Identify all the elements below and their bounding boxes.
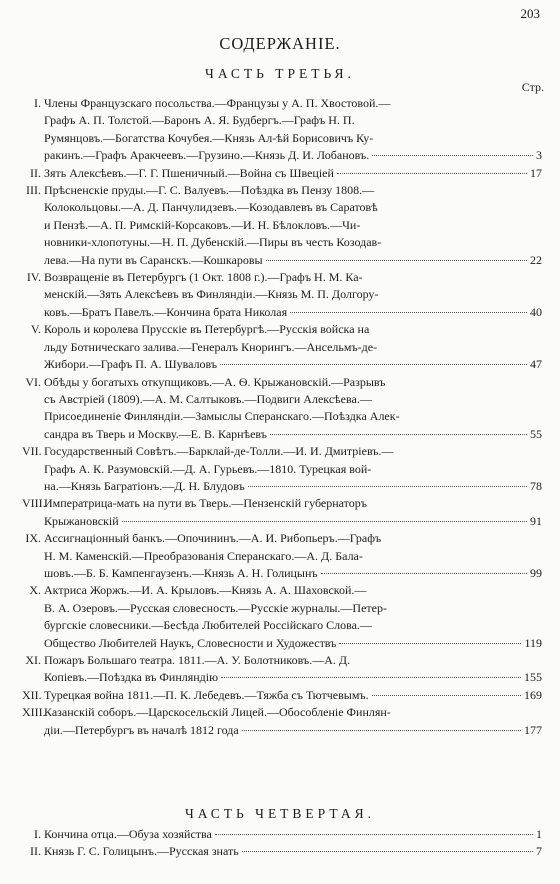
toc-entry-line: Обѣды у богатыхъ откупщиковъ.—А. Ѳ. Крыжановскiй.—Разрывъ xyxy=(44,374,386,389)
dot-leader xyxy=(266,260,527,261)
dot-leader xyxy=(339,643,521,644)
toc-entry-text xyxy=(44,843,542,860)
toc-entry-number: VIII. xyxy=(22,496,46,511)
toc-entry xyxy=(22,687,542,704)
toc-entry-line-text: на.—Князь Багратiонъ.—Д. Н. Блудовъ xyxy=(44,478,245,493)
toc-entry-line: бургскiе словесники.—Бесѣда Любителей Россiйскаго Слова.— xyxy=(44,618,372,633)
toc-entry xyxy=(22,843,542,860)
toc-entry-number: I. xyxy=(34,96,41,110)
toc-entry-line xyxy=(44,165,542,182)
toc-entry-line: Румянцовъ.—Богатства Кочубея.—Князь Ал-ѣй Борисовичъ Ку- xyxy=(44,130,374,145)
toc-entry xyxy=(22,704,542,739)
toc-entry-line-text: сандра въ Тверь и Москву.—Е. В. Карнѣевъ xyxy=(44,426,267,441)
toc-page-number: 47 xyxy=(530,357,542,372)
toc-page-number: 91 xyxy=(530,513,542,528)
toc-entry-line-text: лева.—На пути въ Саранскъ.—Кошкаровы xyxy=(44,252,263,267)
dot-leader xyxy=(248,486,527,487)
toc-entry-number: II. xyxy=(30,165,41,180)
toc-entry-line-text: Жибори.—Графъ П. А. Шуваловъ xyxy=(44,357,218,372)
toc-entry xyxy=(22,652,542,687)
toc-entry-line xyxy=(44,843,542,860)
dot-leader xyxy=(242,851,533,852)
toc-page-number: 55 xyxy=(530,426,542,441)
toc-entry-line-text: Турецкая война 1811.—П. К. Лебедевъ.—Тяжба съ Тютчевымъ. xyxy=(44,687,369,702)
toc-entry xyxy=(22,582,542,652)
toc-entry-number: IX. xyxy=(25,531,41,546)
toc-entry-line xyxy=(44,826,542,843)
toc-entry-line-text: Князь Г. С. Голицынъ.—Русская знать xyxy=(44,844,239,859)
toc-entry-number: X. xyxy=(29,583,41,598)
toc-entry-line: Присоединенiе Финляндiи.—Замыслы Сперанскаго.—Поѣздка Алек- xyxy=(44,409,400,424)
toc-entry-number: XIII. xyxy=(22,705,46,720)
toc-entry xyxy=(22,826,542,843)
toc-entry-text xyxy=(44,165,542,182)
page-column-label: Стр. xyxy=(521,80,544,94)
toc-entry-line: Ассигнацiонный банкъ.—Опочининъ.—А. И. Рибопьеръ.—Графъ xyxy=(44,531,382,546)
toc-entry-line: Возвращенiе въ Петербургъ (1 Окт. 1808 г.).—Графъ Н. М. Ка- xyxy=(44,270,363,285)
toc-entry-line xyxy=(44,147,542,164)
toc-entry-number: V. xyxy=(30,322,41,337)
toc-entry-line: В. А. Озеровъ.—Русская словесность.—Русскiе журналы.—Петер- xyxy=(44,600,387,615)
toc-page-number: 119 xyxy=(524,635,542,650)
toc-entry-line: и Пензѣ.—А. П. Римскiй-Корсаковъ.—И. Н. Бѣлокловъ.—Чи- xyxy=(44,217,361,232)
toc-page-number: 78 xyxy=(530,478,542,493)
dot-leader xyxy=(372,695,521,696)
toc-entry-text xyxy=(44,495,542,530)
toc-entry-line xyxy=(44,565,542,582)
toc-entry-number: III. xyxy=(26,183,41,198)
dot-leader xyxy=(372,155,533,156)
toc-entry-line xyxy=(44,304,542,321)
toc-entry xyxy=(22,443,542,495)
toc-entry-line xyxy=(44,722,542,739)
toc-page-number: 169 xyxy=(524,687,542,702)
toc-entry-line-text: дiи.—Петербургъ въ началѣ 1812 года xyxy=(44,722,239,737)
toc-entry-line xyxy=(44,478,542,495)
toc-entry-line-text: Зять Алексѣевъ.—Г. Г. Пшеничный.—Война съ Швецiей xyxy=(44,165,334,180)
page-number: 203 xyxy=(520,6,540,21)
toc-entry xyxy=(22,269,542,321)
toc-entry-line: Члены Французскаго посольства.—Французы у А. П. Хвостовой.— xyxy=(44,96,391,110)
toc-entry-line: новники-хлопотуны.—Н. П. Дубенскiй.—Пиры въ честь Козодав- xyxy=(44,235,382,250)
toc-entry-line xyxy=(44,669,542,686)
page-title: СОДЕРЖАНIЕ. xyxy=(219,34,341,53)
dot-leader xyxy=(221,677,521,678)
toc-entry xyxy=(22,374,542,444)
toc-page-number: 17 xyxy=(530,165,542,180)
toc-entry-line: съ Австрiей (1809).—А. М. Салтыковъ.—Подвиги Алексѣева.— xyxy=(44,391,372,406)
toc-entry-line: Казанскiй соборъ.—Царскосельскiй Лицей.—Обособленiе Финлян- xyxy=(44,705,391,720)
toc-entry-text xyxy=(44,269,542,321)
toc-page-number: 40 xyxy=(530,304,542,319)
toc-page-number: 22 xyxy=(530,252,542,267)
toc-entry-number: VII. xyxy=(22,444,42,459)
toc-entry xyxy=(22,165,542,182)
toc-entry-line xyxy=(44,252,542,269)
toc-entry-line: Государственный Совѣтъ.—Барклай-де-Толли.—И. И. Дмитрiевъ.— xyxy=(44,444,394,459)
part-three-heading: ЧАСТЬ ТРЕТЬЯ. xyxy=(205,66,355,81)
toc-page-number: 3 xyxy=(536,148,542,163)
dot-leader xyxy=(215,834,533,835)
toc-entry-line xyxy=(44,356,542,373)
part-four-heading: ЧАСТЬ ЧЕТВЕРТАЯ. xyxy=(184,806,376,821)
toc-entry-line-text: ракинъ.—Графъ Аракчеевъ.—Грузино.—Князь Д. И. Лобановъ. xyxy=(44,148,370,163)
toc-entry-number: XI. xyxy=(25,653,41,667)
dot-leader xyxy=(270,434,527,435)
toc-page-number: 1 xyxy=(536,827,542,841)
toc-entry-line: Колокольцовы.—А. Д. Панчулидзевъ.—Козодавлевъ въ Саратовѣ xyxy=(44,200,378,215)
toc-entry-line xyxy=(44,513,542,530)
toc-entry-line-text: Кончина отца.—Обуза хозяйства xyxy=(44,827,212,841)
toc-entry-number: VI. xyxy=(25,374,41,389)
toc-entry-number: I. xyxy=(34,827,41,841)
toc-entry-text xyxy=(44,687,542,704)
toc-entry-line: менскiй.—Зять Алексѣевъ въ Финляндiи.—Князь М. П. Долгору- xyxy=(44,287,379,302)
toc-entry-line: Н. М. Каменскiй.—Преобразованiя Сперанскаго.—А. Д. Бала- xyxy=(44,548,363,563)
toc-entry-line: Пожаръ Большаго театра. 1811.—А. У. Болотниковъ.—А. Д. xyxy=(44,653,351,667)
toc-entry-line xyxy=(44,635,542,652)
toc-entry xyxy=(22,95,542,165)
dot-leader xyxy=(321,573,527,574)
toc-entry-number: IV. xyxy=(26,270,41,285)
toc-page-number: 177 xyxy=(524,722,542,737)
toc-entry-line: Императрица-мать на пути въ Тверь.—Пензенскiй губернаторъ xyxy=(44,496,367,511)
toc-entry-number: XII. xyxy=(22,687,42,702)
dot-leader xyxy=(242,730,521,731)
toc-entry-line-text: Копiевъ.—Поѣздка въ Финляндiю xyxy=(44,670,219,685)
toc-part-four xyxy=(22,826,542,861)
toc-entry-text xyxy=(44,530,542,582)
toc-entry-text xyxy=(44,443,542,495)
toc-entry-text xyxy=(44,374,542,444)
toc-entry-text xyxy=(44,95,542,165)
toc-page-number: 99 xyxy=(530,565,542,580)
toc-entry-line: Прѣсненскiе пруды.—Г. С. Валуевъ.—Поѣздка въ Пензу 1808.— xyxy=(44,183,375,198)
dot-leader xyxy=(337,173,527,174)
toc-page-number: 7 xyxy=(536,844,542,859)
toc-entry-text xyxy=(44,582,542,652)
toc-entry xyxy=(22,182,542,269)
toc-entry-line-text: ковъ.—Братъ Павелъ.—Кончина брата Николая xyxy=(44,304,288,319)
toc-entry-line: льду Ботническаго залива.—Генералъ Кнорингъ.—Ансельмъ-де- xyxy=(44,339,378,354)
toc-entry-text xyxy=(44,704,542,739)
toc-entry-line: Графъ А. П. Толстой.—Баронъ А. Я. Будбергъ.—Графъ Н. П. xyxy=(44,113,355,128)
toc-entry-line xyxy=(44,426,542,443)
toc-entry-line: Актриса Жоржъ.—И. А. Крыловъ.—Князь А. А. Шаховской.— xyxy=(44,583,367,598)
toc-entry-line-text: шовъ.—Б. Б. Кампенгаузенъ.—Князь А. Н. Голицынъ xyxy=(44,565,318,580)
toc-entry xyxy=(22,495,542,530)
toc-entry-line: Король и королева Прусскiе въ Петербургѣ.—Русскiя войска на xyxy=(44,322,370,337)
toc-entry-line: Графъ А. К. Разумовскiй.—Д. А. Гурьевъ.—1810. Турецкая вой- xyxy=(44,461,372,476)
toc-entry xyxy=(22,530,542,582)
toc-entry-number: II. xyxy=(30,844,41,859)
toc-part-three xyxy=(22,95,542,739)
dot-leader xyxy=(220,364,527,365)
toc-entry-text xyxy=(44,321,542,373)
toc-entry-text xyxy=(44,826,542,843)
toc-entry-line xyxy=(44,687,542,704)
toc-entry-line-text: Общество Любителей Наукъ, Словесности и Художествъ xyxy=(44,635,337,650)
toc-entry-line-text: Крыжановскiй xyxy=(44,513,119,528)
dot-leader xyxy=(290,312,527,313)
dot-leader xyxy=(122,521,527,522)
toc-entry-text xyxy=(44,652,542,687)
toc-page-number: 155 xyxy=(524,670,542,685)
toc-entry-text xyxy=(44,182,542,269)
toc-entry xyxy=(22,321,542,373)
